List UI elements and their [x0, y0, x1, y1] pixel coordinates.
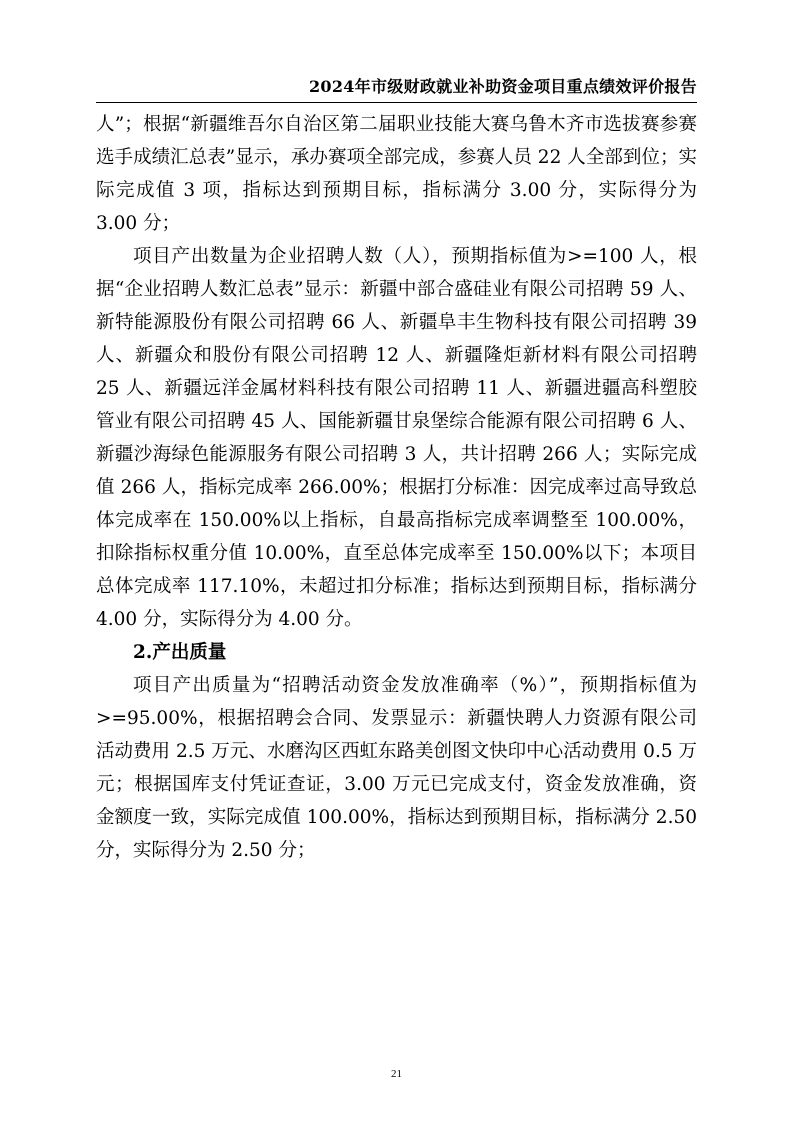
paragraph-output-quality: 项目产出质量为“招聘活动资金发放准确率（%）”，预期指标值为>=95.00%，根据招聘会合同、发票显示：新疆快聘人力资源有限公司活动费用 2.5 万元、水磨沟区西虹东路美创图文快印中心活动费用 0.5 万元；根据国库支付凭证查证，3.00 万元已完成支付，资金发放准确，资金额度一致，实际完成值 100.00%，指标达到预期目标，指标满分 2.50 分，实际得分为 2.50 分；	[96, 675, 697, 861]
document-body	[96, 108, 697, 867]
page-header-title: 2024年市级财政就业补助资金项目重点绩效评价报告	[308, 77, 697, 96]
paragraph-recruitment-count: 项目产出数量为企业招聘人数（人），预期指标值为>=100 人，根据“企业招聘人数汇总表”显示：新疆中部合盛硅业有限公司招聘 59 人、新特能源股份有限公司招聘 66 人、新疆阜丰生物科技有限公司招聘 39 人、新疆众和股份有限公司招聘 12 人、新疆隆炬新材料有限公司招聘 25 人、新疆远洋金属材料科技有限公司招聘 11 人、新疆进疆高科塑胶管业有限公司招聘 45 人、国能新疆甘泉堡综合能源有限公司招聘 6 人、新疆沙海绿色能源服务有限公司招聘 3 人，共计招聘 266 人；实际完成值 266 人，指标完成率 266.00%；根据打分标准：因完成率过高导致总体完成率在 150.00%以上指标，自最高指标完成率调整至 100.00%，扣除指标权重分值 10.00%，直至总体完成率至 150.00%以下；本项目总体完成率 117.10%，未超过扣分标准；指标达到预期目标，指标满分 4.00 分，实际得分为 4.00 分。	[96, 246, 697, 630]
section-heading-output-quality: 2.产出质量	[133, 642, 227, 663]
page-number: 21	[391, 1068, 402, 1080]
paragraph-continuation: 人”；根据“新疆维吾尔自治区第二届职业技能大赛乌鲁木齐市选拔赛参赛选手成绩汇总表”显示，承办赛项全部完成，参赛人员 22 人全部到位；实际完成值 3 项，指标达到预期目标，指标满分 3.00 分，实际得分为 3.00 分；	[96, 114, 697, 234]
header-divider	[96, 102, 697, 103]
